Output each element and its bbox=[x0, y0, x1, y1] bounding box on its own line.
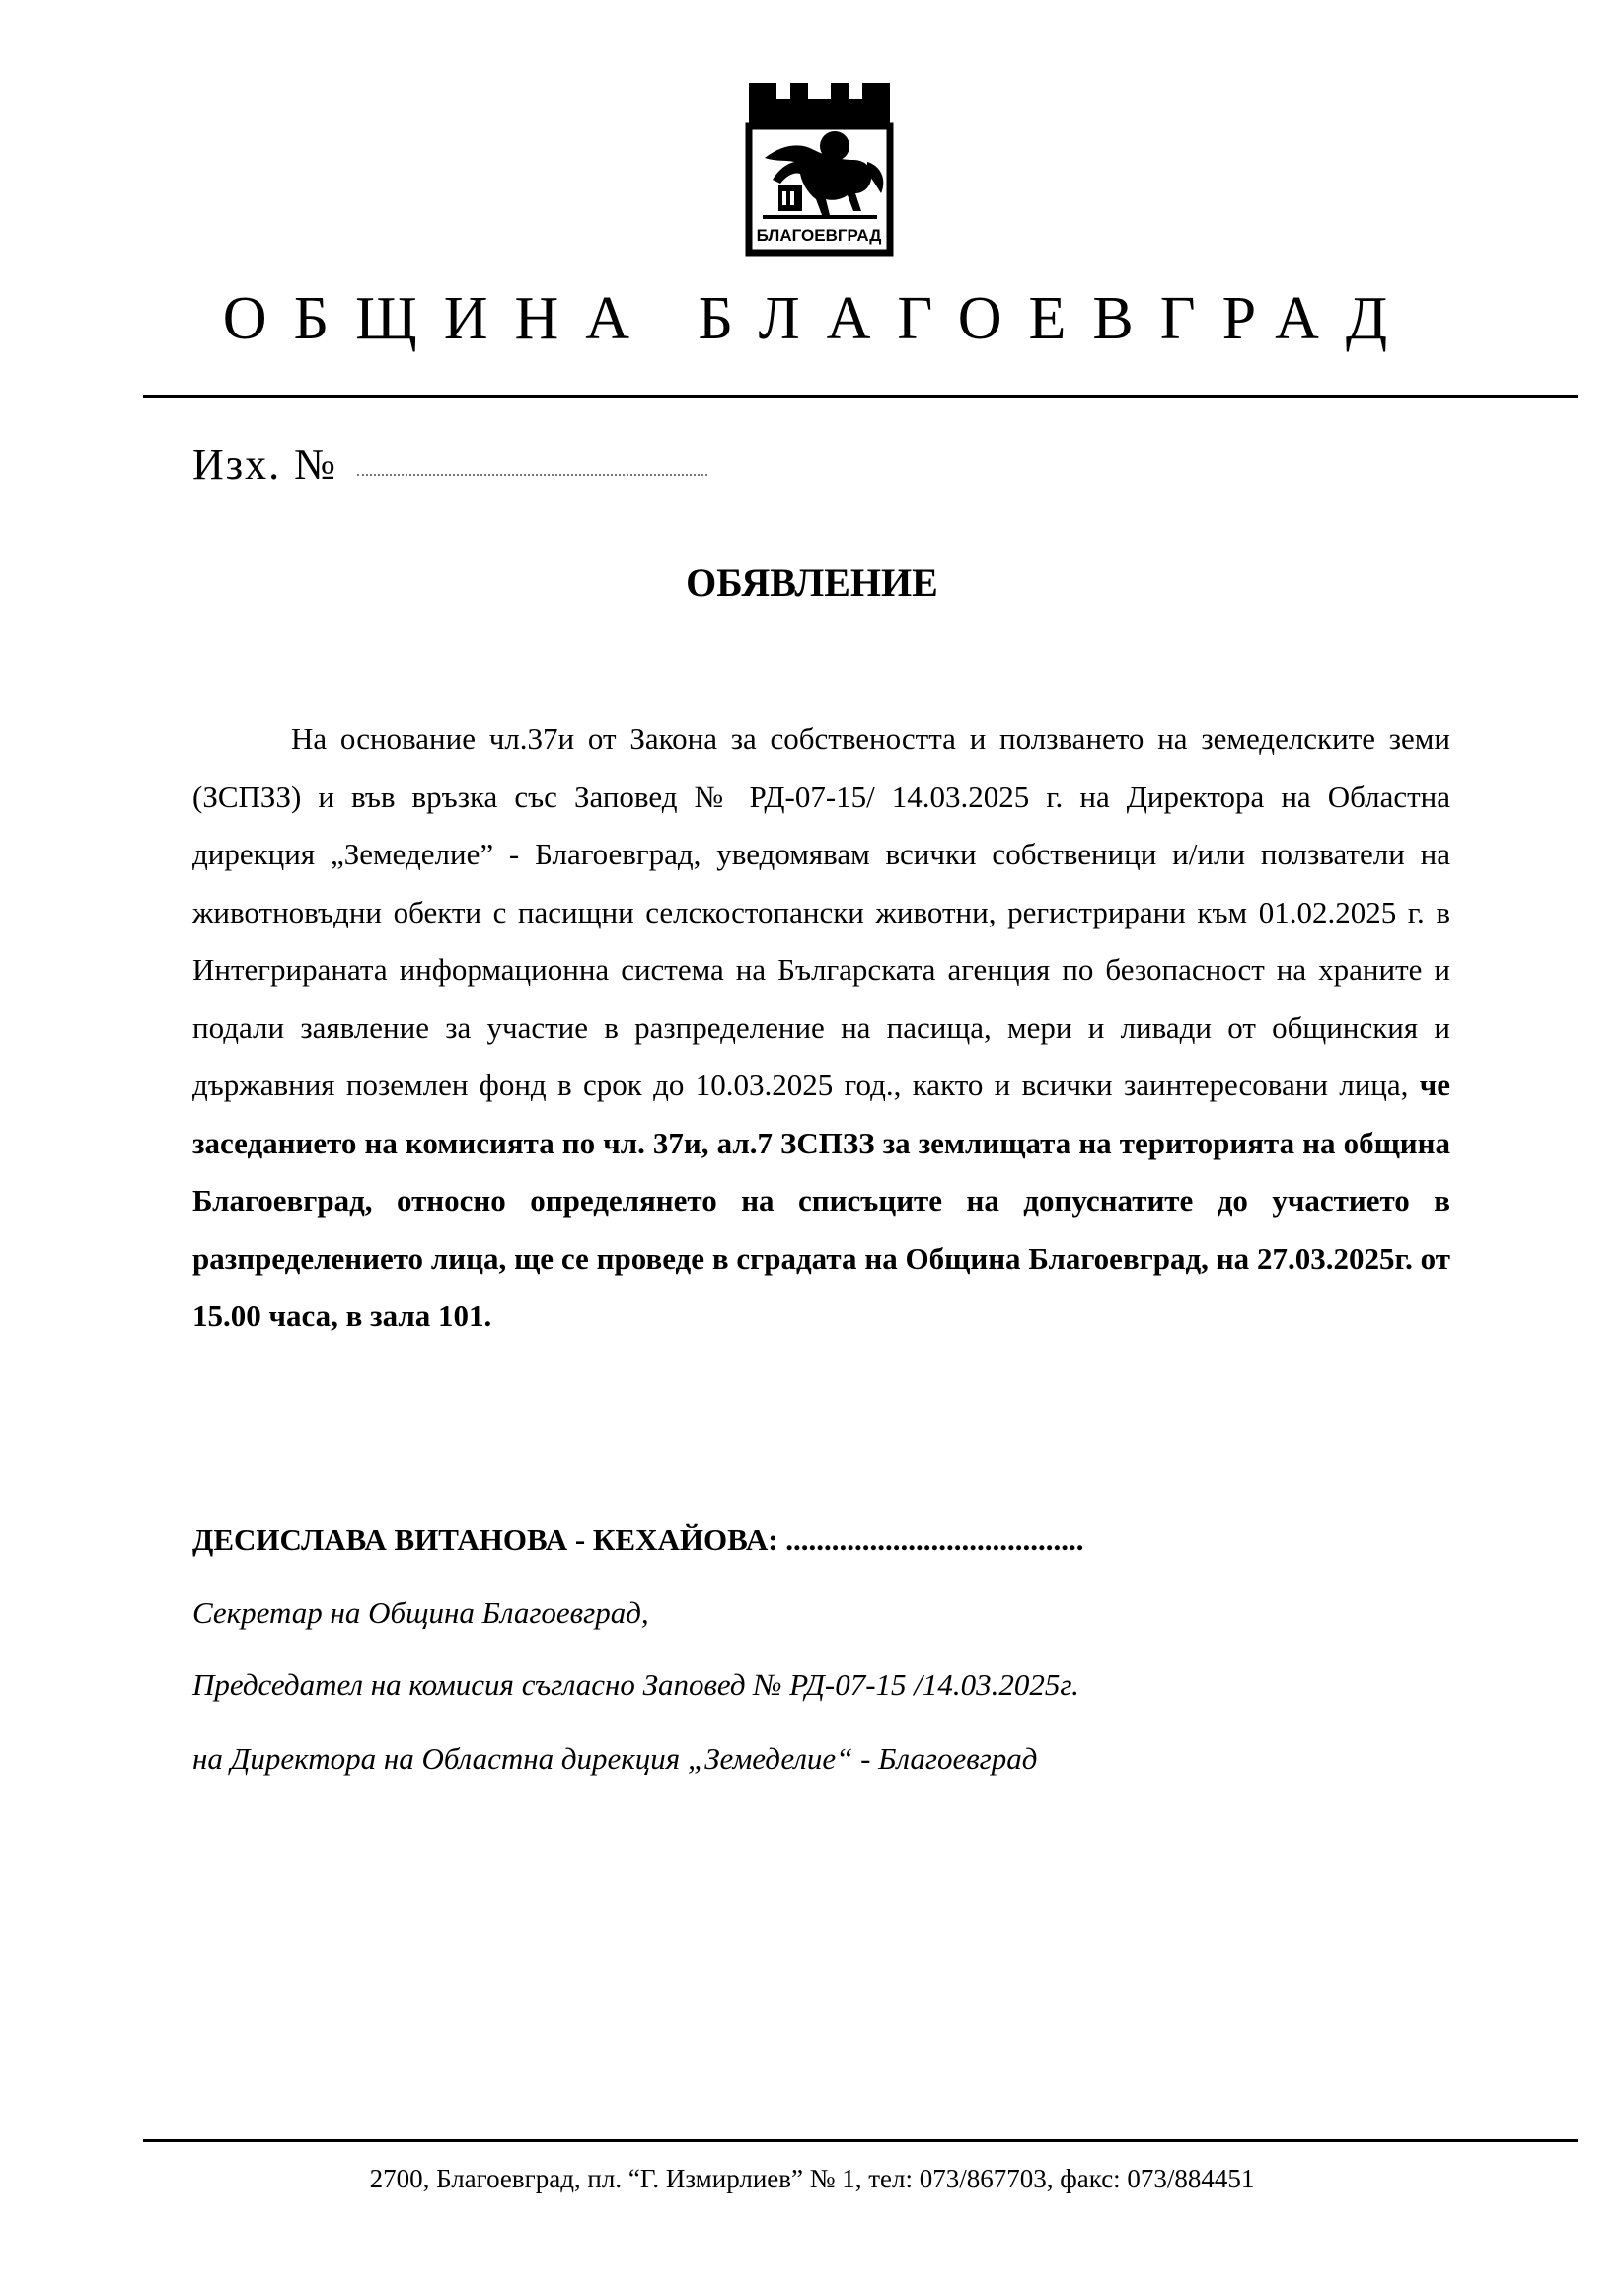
signer-position-1: Секретар на Община Благоевград, bbox=[192, 1595, 649, 1630]
signer-position-3: на Директора на Областна дирекция „Земеделие“ - Благоевград bbox=[192, 1741, 1038, 1776]
coat-of-arms-icon bbox=[743, 77, 896, 257]
footer-divider bbox=[143, 2139, 1578, 2142]
signer-position-2: Председател на комисия съгласно Заповед № РД-07-15 /14.03.2025г. bbox=[192, 1667, 1079, 1702]
municipality-name: ОБЩИНА БЛАГОЕВГРАД bbox=[222, 285, 1415, 352]
logo-caption: БЛАГОЕВГРАД bbox=[756, 226, 882, 245]
announcement-body bbox=[192, 710, 1450, 1346]
signer-name: ДЕСИСЛАВА ВИТАНОВА - КЕХАЙОВА: ....................................... bbox=[192, 1522, 1084, 1557]
header-divider bbox=[143, 395, 1578, 398]
footer-address: 2700, Благоевград, пл. “Г. Измирлиев” № 1, тел: 073/867703, факс: 073/884451 bbox=[369, 2164, 1255, 2193]
body-text-regular: На основание чл.37и от Закона за собствеността и ползването на земеделските земи (ЗСПЗЗ) и във връзка със Заповед № РД-07-15/ 14.03.2025 г. на Директора на Областна дирекция „Земеделие” - Благоевград, уведомявам всички собственици и/или ползватели на животновъдни обекти с пасищни селскостопански животни, регистрирани към 01.02.2025 г. в Интегрираната информационна система на Българската агенция по безопасност на храните и подали заявление за участие в разпределение на пасища, мери и ливади от общинския и държавния поземлен фонд в срок до 10.03.2025 год., както и всички заинтересовани лица, bbox=[192, 721, 1450, 1102]
body-text-bold: че заседанието на комисията по чл. 37и, ал.7 ЗСПЗЗ за землищата на територията на община Благоевград, относно определянето на списъците на допуснатите до участието в разпределението лица, ще се проведе в сградата на Община Благоевград, на 27.03.2025г. от 15.00 часа, в зала 101. bbox=[192, 1068, 1450, 1333]
coat-of-arms-logo bbox=[743, 77, 896, 257]
reference-number-label: Изх. № bbox=[192, 440, 338, 488]
document-title: ОБЯВЛЕНИЕ bbox=[686, 560, 938, 605]
reference-number-blank bbox=[357, 474, 707, 476]
